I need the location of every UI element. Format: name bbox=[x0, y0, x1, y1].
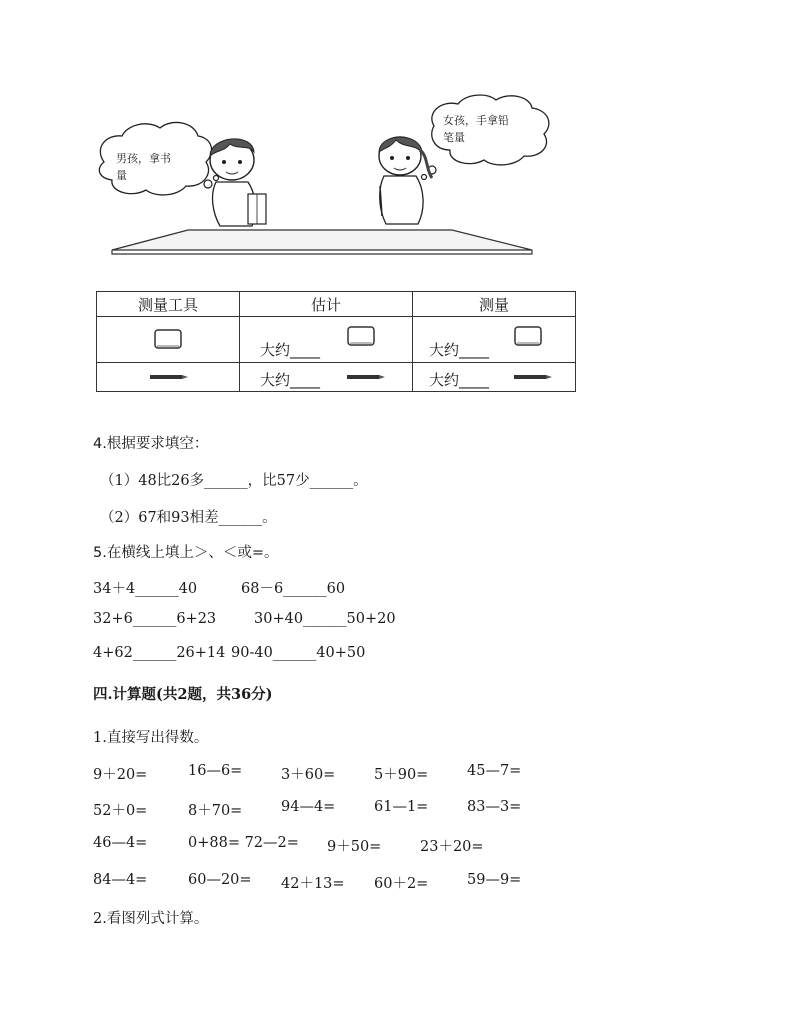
boy-bubble-line2: 量 bbox=[116, 169, 127, 182]
q5-item: 32+6______6+23 bbox=[93, 611, 217, 627]
pencil-icon bbox=[513, 373, 553, 381]
table-row-book bbox=[97, 317, 576, 363]
calc-item: 52＋0= bbox=[93, 803, 148, 819]
girl-bubble-line2: 笔量 bbox=[443, 131, 465, 144]
estimate-text-pencil: 大约____ bbox=[260, 371, 321, 389]
section-title: 四.计算题(共2题，共36分) bbox=[93, 686, 273, 703]
calc-item: 59—9= bbox=[467, 872, 522, 888]
measure-cell-pencil bbox=[413, 363, 576, 392]
calc-item: 5＋90= bbox=[374, 767, 429, 783]
calc-item: 42＋13= bbox=[281, 876, 345, 892]
calc-item: 9＋50= bbox=[327, 839, 382, 855]
measurement-table bbox=[96, 291, 576, 392]
calc-item: 3＋60= bbox=[281, 767, 336, 783]
estimate-cell-pencil bbox=[240, 363, 413, 392]
tool-cell-book bbox=[97, 317, 240, 363]
header-estimate: 估计 bbox=[240, 292, 413, 317]
q4-line1: （1）48比26多______，比57少______。 bbox=[100, 473, 368, 489]
calc-item: 8＋70= bbox=[188, 803, 243, 819]
q5-title: 5.在横线上填上＞、＜或=。 bbox=[93, 545, 279, 561]
calc-item: 45—7= bbox=[467, 763, 522, 779]
measure-text-book: 大约____ bbox=[429, 341, 490, 359]
pencil-icon bbox=[346, 373, 386, 381]
illustration-boy-girl-measuring-table bbox=[92, 90, 572, 270]
calc-item: 60＋2= bbox=[374, 876, 429, 892]
table-header-row bbox=[97, 292, 576, 317]
calc-item: 9＋20= bbox=[93, 767, 148, 783]
book-icon bbox=[513, 325, 543, 347]
calc-item: 60—20= bbox=[188, 872, 252, 888]
measure-text-pencil: 大约____ bbox=[429, 371, 490, 389]
q5-item: 34＋4______40 bbox=[93, 581, 198, 597]
estimate-text-book: 大约____ bbox=[260, 341, 321, 359]
calc-item: 61—1= bbox=[374, 799, 429, 815]
girl-bubble-line1: 女孩，手拿铅 bbox=[443, 114, 509, 127]
estimate-cell-book bbox=[240, 317, 413, 363]
q5-item: 4+62______26+14 bbox=[93, 645, 226, 661]
calc-item: 23＋20= bbox=[420, 839, 484, 855]
header-measure: 测量 bbox=[413, 292, 576, 317]
pencil-icon bbox=[149, 373, 189, 381]
q4-title: 4.根据要求填空： bbox=[93, 436, 209, 452]
book-icon bbox=[346, 325, 376, 347]
table-row-pencil bbox=[97, 363, 576, 392]
measure-cell-book bbox=[413, 317, 576, 363]
calc2-title: 2.看图列式计算。 bbox=[93, 911, 209, 927]
q5-item: 68－6______60 bbox=[241, 581, 346, 597]
tool-cell-pencil bbox=[97, 363, 240, 392]
calc1-title: 1.直接写出得数。 bbox=[93, 730, 209, 746]
calc-item: 84—4= bbox=[93, 872, 148, 888]
calc-item: 83—3= bbox=[467, 799, 522, 815]
calc-item: 94—4= bbox=[281, 799, 336, 815]
boy-bubble-line1: 男孩，拿书 bbox=[116, 152, 171, 165]
header-tool: 测量工具 bbox=[97, 292, 240, 317]
calc-item: 0+88= 72—2= bbox=[188, 835, 299, 851]
book-icon bbox=[153, 328, 183, 350]
calc-item: 46—4= bbox=[93, 835, 148, 851]
q5-item: 90-40______40+50 bbox=[231, 645, 366, 661]
q4-line2: （2）67和93相差______。 bbox=[100, 510, 277, 526]
calc-item: 16—6= bbox=[188, 763, 243, 779]
q5-item: 30+40______50+20 bbox=[254, 611, 396, 627]
